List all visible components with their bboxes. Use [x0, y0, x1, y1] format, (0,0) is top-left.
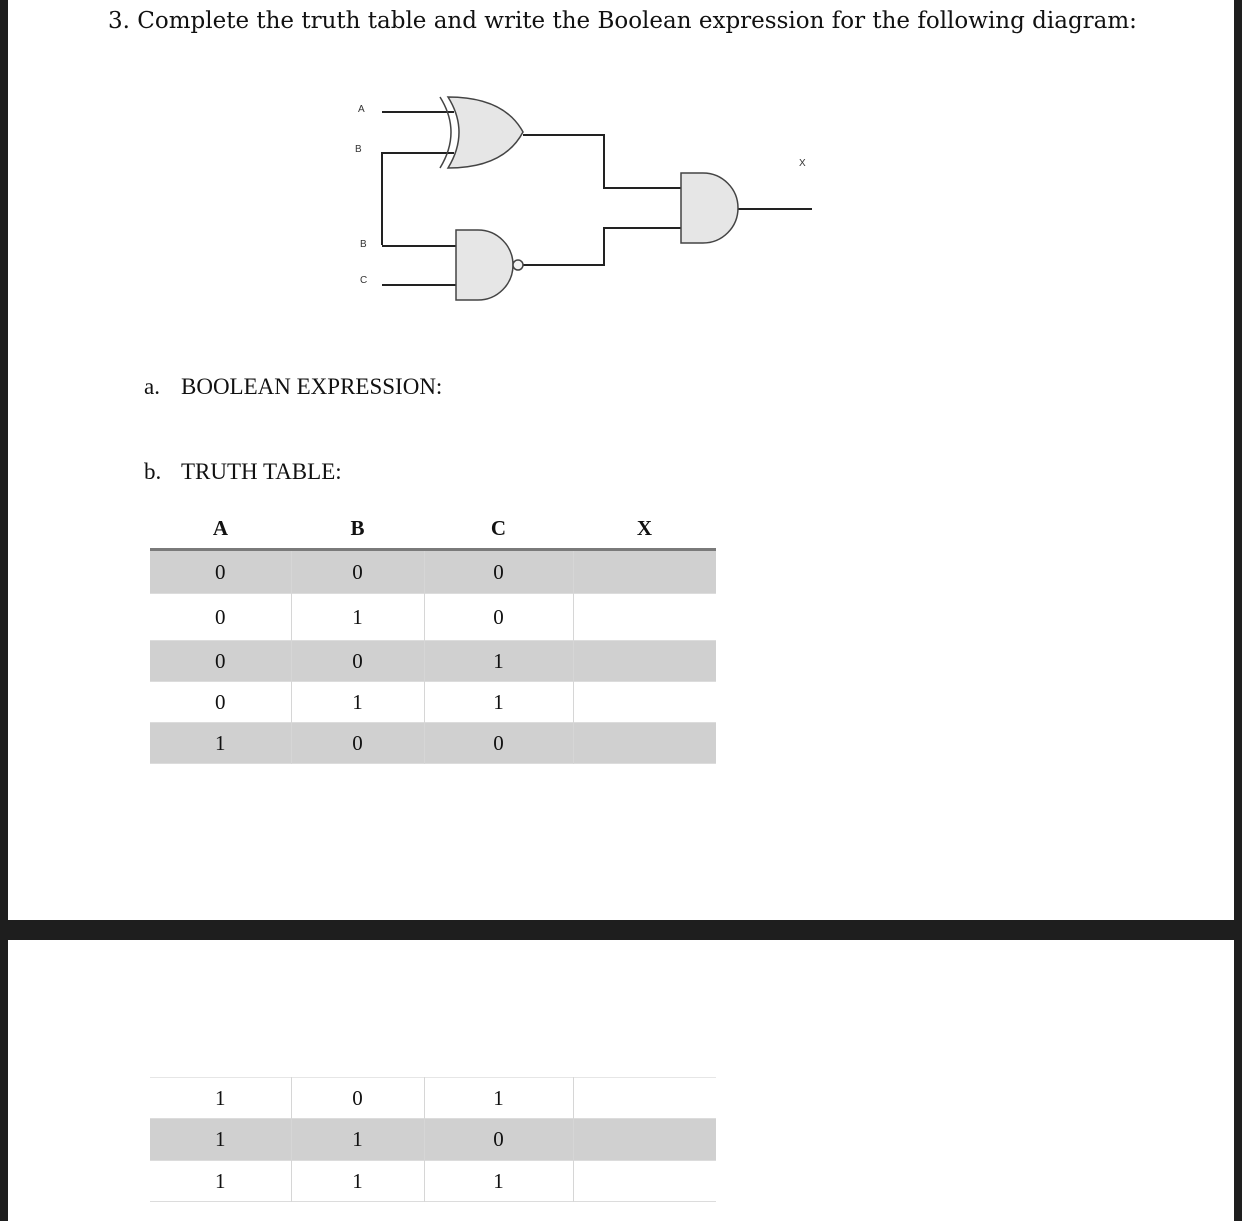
table-row	[150, 682, 716, 723]
cell-a: 1	[215, 1085, 226, 1110]
label-b2: B	[360, 239, 367, 250]
cell-c: 1	[424, 641, 573, 682]
cell-b: 0	[291, 641, 424, 682]
table-row	[150, 594, 716, 641]
wire-xor-out	[523, 135, 681, 188]
document-page-2	[8, 940, 1234, 1221]
header-b: B	[291, 508, 424, 550]
cell-c: 1	[424, 682, 573, 723]
cell-a: 1	[150, 723, 291, 764]
label-a: A	[358, 104, 365, 115]
cell-b: 1	[291, 1119, 424, 1161]
cell-b: 0	[291, 550, 424, 594]
truth-table-continued	[150, 1077, 716, 1202]
cell-c: 1	[424, 1161, 573, 1202]
table-row	[150, 641, 716, 682]
wire-nand-out	[522, 228, 681, 265]
table-row	[150, 1078, 716, 1119]
cell-c: 0	[424, 1119, 573, 1161]
section-a-letter: a.	[144, 374, 160, 399]
label-c: C	[360, 275, 368, 286]
cell-c: 1	[424, 1078, 573, 1119]
label-x: X	[799, 158, 806, 169]
cell-a: 1	[215, 1168, 226, 1193]
cell-x[interactable]	[573, 550, 716, 594]
cell-x[interactable]	[573, 1119, 716, 1161]
section-b-text: TRUTH TABLE:	[181, 459, 342, 484]
cell-x[interactable]	[573, 594, 716, 641]
header-a: A	[150, 508, 291, 550]
truth-table	[150, 508, 716, 764]
cell-b: 1	[291, 1161, 424, 1202]
table-row	[150, 550, 716, 594]
wire-b1	[382, 153, 454, 245]
cell-a: 0	[215, 689, 226, 714]
table-row	[150, 1161, 716, 1202]
cell-x[interactable]	[573, 1161, 716, 1202]
table-header-row	[150, 508, 716, 550]
xor-gate	[440, 97, 523, 168]
cell-b: 0	[291, 1078, 424, 1119]
cell-a: 1	[150, 1119, 291, 1161]
header-x: X	[573, 508, 716, 550]
nand-gate	[456, 230, 523, 300]
truth-table-label	[144, 459, 342, 485]
cell-x[interactable]	[573, 641, 716, 682]
cell-b: 1	[291, 682, 424, 723]
table-row	[150, 723, 716, 764]
cell-c: 0	[424, 594, 573, 641]
question-text: 3. Complete the truth table and write the Boolean expression for the following diagram:	[108, 8, 1137, 34]
cell-c: 0	[424, 723, 573, 764]
cell-x[interactable]	[573, 723, 716, 764]
and-gate	[681, 173, 738, 243]
cell-x[interactable]	[573, 682, 716, 723]
cell-x[interactable]	[573, 1078, 716, 1119]
section-a-text: BOOLEAN EXPRESSION:	[181, 374, 443, 399]
logic-circuit-diagram	[8, 0, 1234, 320]
section-b-letter: b.	[144, 459, 162, 484]
document-page-1	[8, 0, 1234, 920]
cell-b: 1	[291, 594, 424, 641]
header-c: C	[424, 508, 573, 550]
cell-a: 0	[150, 550, 291, 594]
cell-b: 0	[291, 723, 424, 764]
cell-a: 0	[150, 641, 291, 682]
boolean-expression-label	[144, 374, 442, 400]
cell-c: 0	[424, 550, 573, 594]
cell-a: 0	[215, 604, 226, 629]
label-b1: B	[355, 144, 362, 155]
table-row	[150, 1119, 716, 1161]
